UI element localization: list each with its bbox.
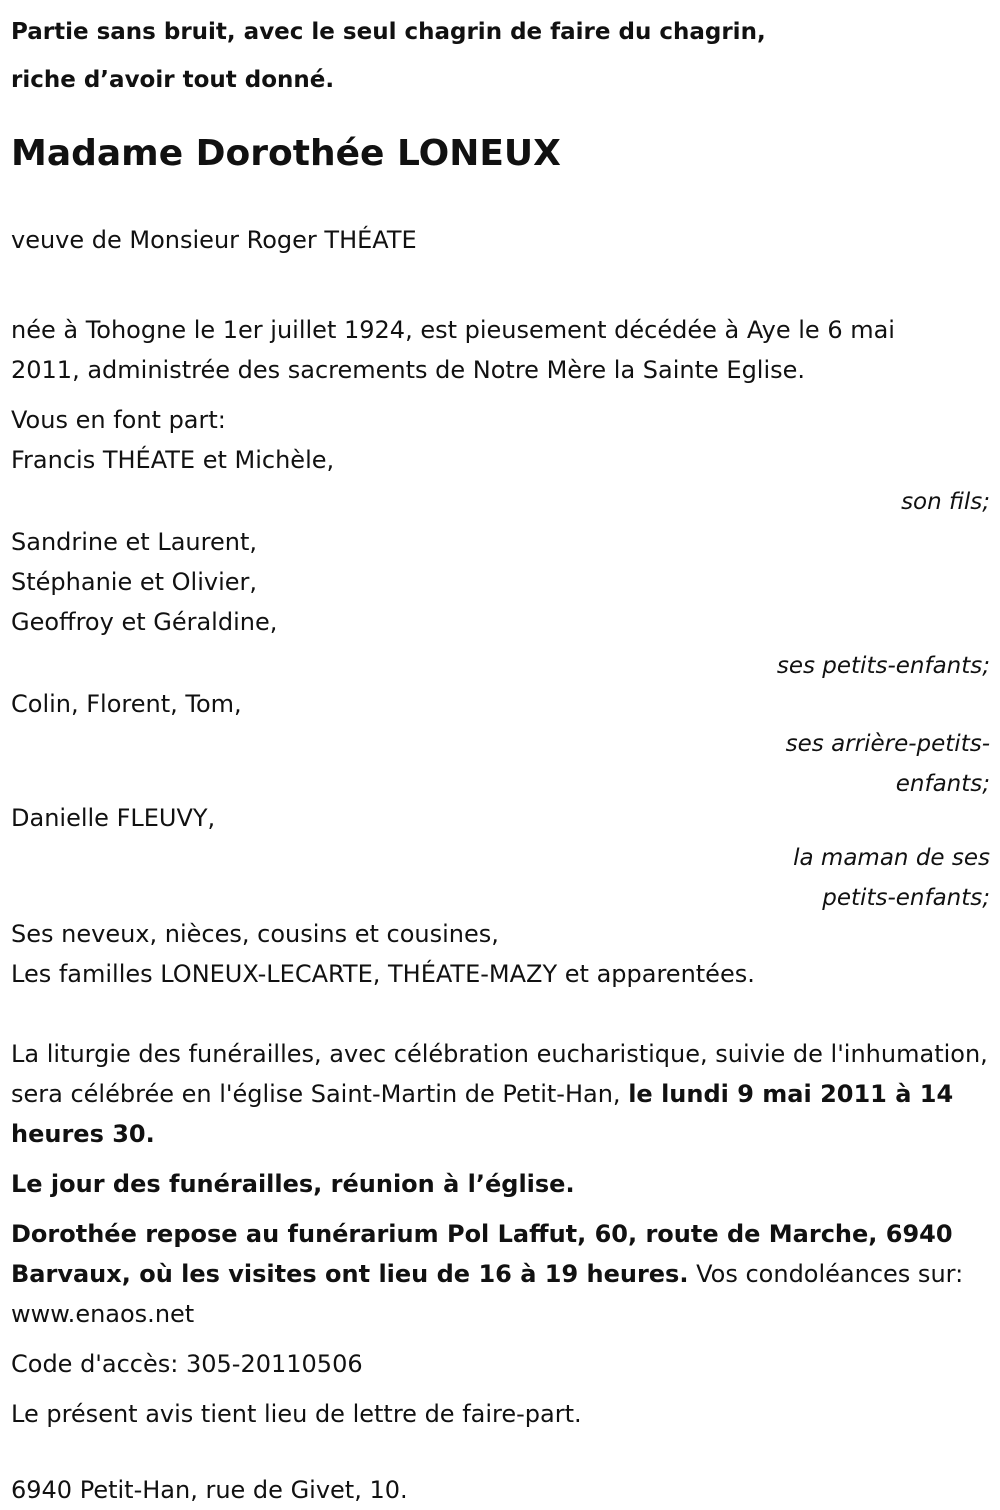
liturgy-paragraph: [11, 1034, 990, 1154]
family-mother-of-grandchildren: [11, 798, 990, 918]
notice-line: Le présent avis tient lieu de lettre de faire-part.: [11, 1400, 582, 1428]
birth-death-line-2: 2011, administrée des sacrements de Notre Mère la Sainte Eglise.: [11, 356, 806, 384]
deceased-name: Madame Dorothée LONEUX: [11, 133, 561, 174]
family-name-line: Sandrine et Laurent,: [11, 528, 257, 556]
birth-death-paragraph: [11, 310, 990, 390]
announce-line: Vous en font part:: [11, 406, 226, 434]
relation-label: son fils;: [901, 489, 990, 515]
widow-line: veuve de Monsieur Roger THÉATE: [11, 226, 417, 254]
condolences-text: Vos condoléances sur: www.enaos.net: [11, 1260, 964, 1328]
liturgy-text: La liturgie des funérailles, avec célébration eucharistique, suivie de l'inhumation, sera célébrée en l'église Saint-Martin de Petit-Han,: [11, 1040, 988, 1108]
address-line: 6940 Petit-Han, rue de Givet, 10.: [11, 1476, 408, 1504]
family-name-line: Danielle FLEUVY,: [11, 804, 216, 832]
epigraph-line-1: Partie sans bruit, avec le seul chagrin de faire du chagrin,: [11, 19, 766, 45]
birth-death-line-1: née à Tohogne le 1er juillet 1924, est pieusement décédée à Aye le 6 mai: [11, 316, 895, 344]
family-name-line: Ses neveux, nièces, cousins et cousines,: [11, 920, 499, 948]
family-name-line: Les familles LONEUX-LECARTE, THÉATE-MAZY et apparentées.: [11, 960, 755, 988]
liturgy-date: le lundi 9 mai 2011 à 14 heures 30.: [11, 1080, 954, 1148]
family-great-grandchildren: [11, 684, 990, 804]
family-name-line: Colin, Florent, Tom,: [11, 690, 242, 718]
epigraph: [11, 8, 990, 104]
epigraph-line-2: riche d’avoir tout donné.: [11, 67, 335, 93]
relation-label: ses arrière-petits-enfants;: [785, 731, 990, 797]
family-name-line: Geoffroy et Géraldine,: [11, 608, 278, 636]
meeting-line: Le jour des funérailles, réunion à l’église.: [11, 1170, 575, 1198]
family-son: [11, 440, 990, 524]
access-code: Code d'accès: 305-20110506: [11, 1350, 363, 1378]
family-name-line: Stéphanie et Olivier,: [11, 568, 257, 596]
family-grandchildren: [11, 522, 990, 690]
relation-label: ses petits-enfants;: [776, 653, 990, 679]
family-others: [11, 914, 990, 994]
relation-label: la maman de ses petits-enfants;: [793, 845, 990, 911]
rest-paragraph: [11, 1214, 990, 1334]
family-name-line: Francis THÉATE et Michèle,: [11, 446, 335, 474]
rest-text: Dorothée repose au funérarium Pol Laffut, 60, route de Marche, 6940 Barvaux, où les visites ont lieu de 16 à 19 heures.: [11, 1220, 953, 1288]
